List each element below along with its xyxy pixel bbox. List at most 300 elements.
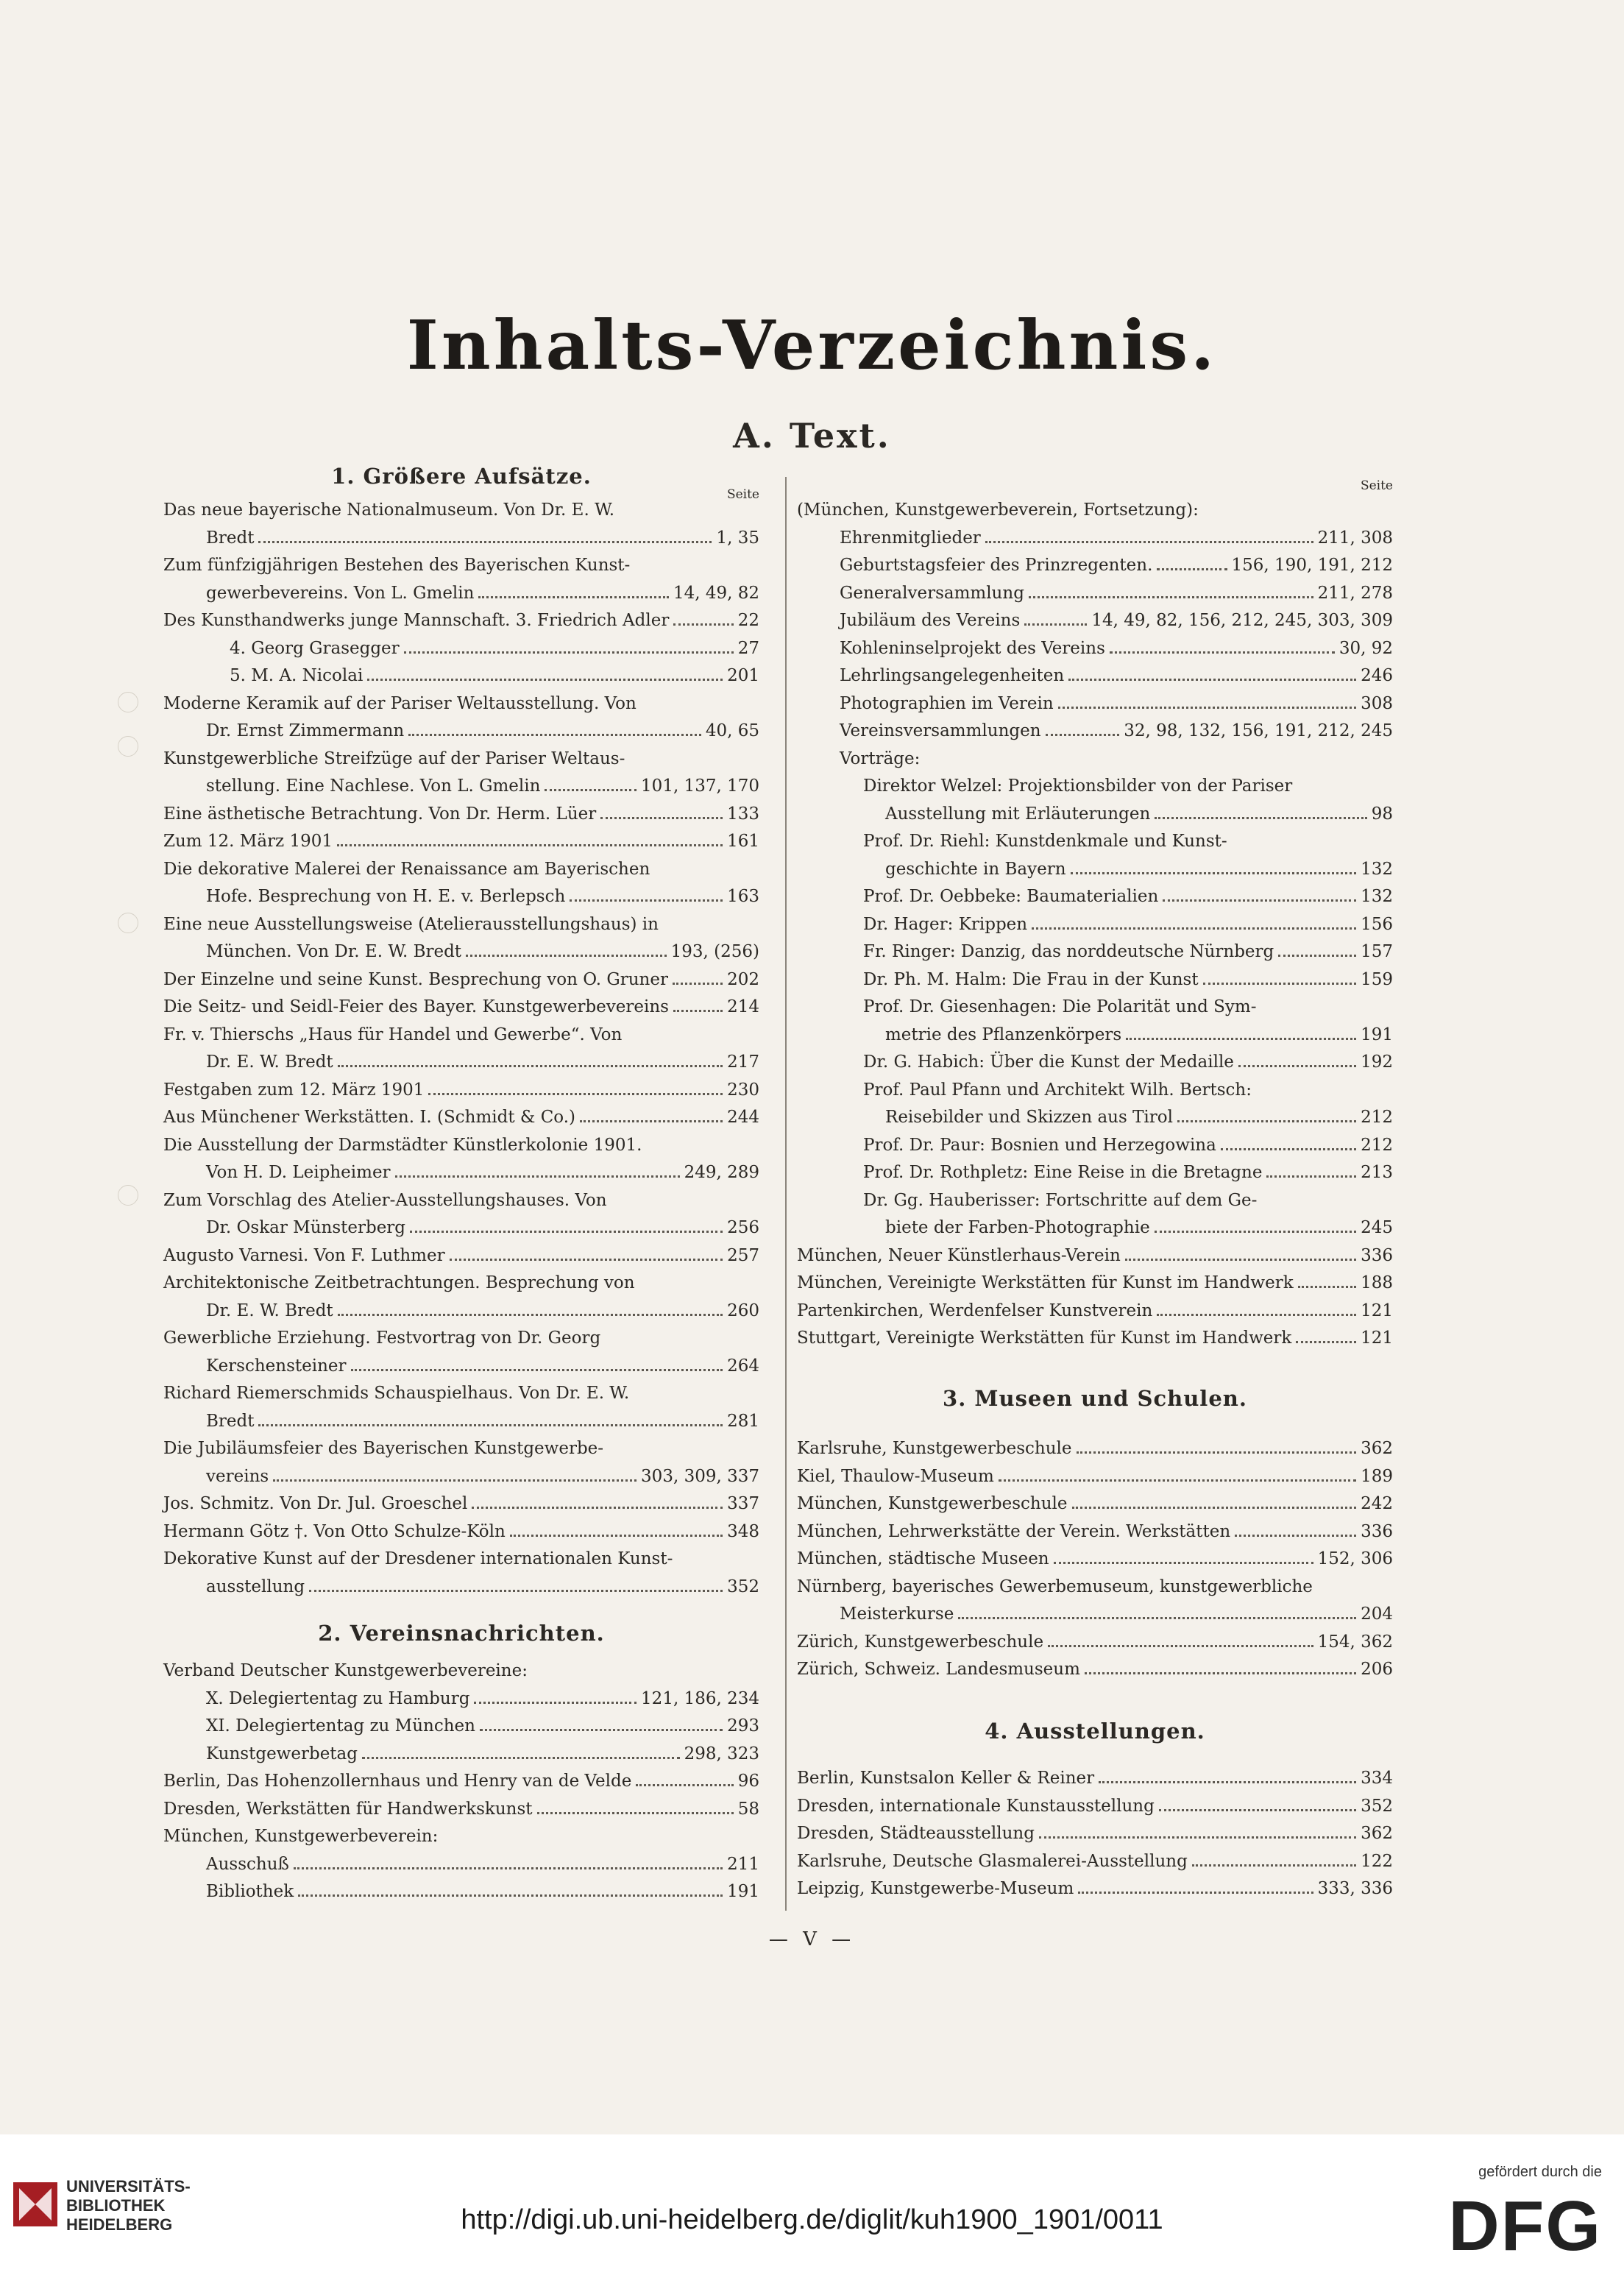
permalink[interactable]: http://digi.ub.uni-heidelberg.de/diglit/kuh1900_1901/0011 [461, 2204, 1163, 2235]
toc-entry [863, 966, 1393, 994]
dot-leader [1046, 734, 1120, 736]
toc-entry [863, 1159, 1393, 1186]
toc-entry [840, 746, 1393, 773]
dot-leader [258, 1424, 723, 1426]
toc-entry [797, 1848, 1393, 1875]
toc-entry-title: Ausstellung mit Erläuterungen [885, 804, 1151, 824]
toc-entry [163, 1768, 759, 1795]
toc-entry-page: 14, 49, 82, 156, 212, 245, 303, 309 [1091, 611, 1393, 630]
toc-entry-page: 246 [1361, 666, 1393, 685]
toc-entry-title: Die Ausstellung der Darmstädter Künstlerkolonie 1901. [163, 1135, 642, 1155]
toc-entry-page: 27 [737, 638, 759, 658]
toc-entry [206, 1685, 759, 1713]
toc-entry-title: Von H. D. Leipheimer [206, 1163, 391, 1182]
toc-entry-title: XI. Delegiertentag zu München [206, 1716, 475, 1736]
toc-entry-title: Leipzig, Kunstgewerbe-Museum [797, 1879, 1074, 1898]
dot-leader [1054, 1562, 1313, 1564]
toc-entry [797, 1325, 1393, 1352]
toc-entry [206, 1851, 759, 1878]
toc-entry-title: München, städtische Museen [797, 1549, 1049, 1568]
toc-entry [797, 1629, 1393, 1656]
funding-note: gefördert durch die [1478, 2164, 1602, 2180]
toc-entry-page: 157 [1361, 942, 1393, 961]
toc-entry-page: 245 [1361, 1218, 1393, 1237]
dot-leader [1071, 872, 1357, 874]
toc-entry [797, 1656, 1393, 1683]
dot-leader [258, 541, 712, 543]
toc-entry-title: metrie des Pflanzenkörpers [885, 1025, 1122, 1044]
toc-entry [163, 1657, 759, 1685]
toc-entry [206, 1408, 759, 1435]
toc-entry-title: Augusto Varnesi. Von F. Luthmer [163, 1245, 445, 1265]
punch-hole [118, 692, 138, 712]
toc-entry-page: 334 [1361, 1769, 1393, 1788]
toc-entry-title: Berlin, Kunstsalon Keller & Reiner [797, 1769, 1095, 1788]
toc-entry-page: 348 [727, 1521, 759, 1541]
dot-leader [1221, 1148, 1356, 1150]
toc-entry-page: 159 [1361, 969, 1393, 989]
toc-entry-page: 336 [1361, 1245, 1393, 1265]
toc-entry-title: Dekorative Kunst auf der Dresdener internationalen Kunst- [163, 1549, 673, 1568]
dot-leader [450, 1259, 723, 1261]
dot-leader [1125, 1259, 1356, 1261]
toc-entry-page: 191 [1361, 1025, 1393, 1044]
toc-entry-title: Bibliothek [206, 1882, 294, 1901]
toc-entry [863, 883, 1393, 910]
toc-entry [863, 911, 1393, 938]
toc-entry-page: 58 [737, 1799, 759, 1819]
toc-entry-title: Die Seitz- und Seidl-Feier des Bayer. Kunstgewerbevereins [163, 997, 669, 1016]
dot-leader [1024, 623, 1087, 626]
toc-entry-title: Architektonische Zeitbetrachtungen. Besprechung von [163, 1273, 635, 1292]
toc-entry [230, 635, 759, 662]
dot-leader [367, 679, 723, 681]
toc-entry-page: 260 [727, 1301, 759, 1320]
toc-entry-page: 362 [1361, 1439, 1393, 1458]
toc-entry-page: 32, 98, 132, 156, 191, 212, 245 [1124, 721, 1393, 740]
dot-leader [1039, 1836, 1356, 1839]
toc-entry-title: Reisebilder und Skizzen aus Tirol [885, 1108, 1173, 1127]
toc-entry-title: Verband Deutscher Kunstgewerbevereine: [163, 1661, 528, 1680]
toc-entry-page: 202 [727, 969, 759, 989]
dot-leader [404, 651, 734, 654]
toc-entry-title: Bredt [206, 1411, 255, 1431]
toc-entry-page: 193, (256) [670, 942, 759, 961]
toc-entry-title: Ausschuß [206, 1854, 289, 1874]
toc-entry-title: Berlin, Das Hohenzollernhaus und Henry van de Velde [163, 1772, 632, 1791]
toc-entry-page: 121, 186, 234 [641, 1688, 759, 1708]
toc-entry [885, 856, 1393, 883]
toc-entry-page: 188 [1361, 1273, 1393, 1292]
section-title: A. Text. [733, 416, 891, 456]
dot-leader [600, 817, 723, 819]
dot-leader [474, 1702, 637, 1704]
toc-entry-title: Prof. Dr. Paur: Bosnien und Herzegowina [863, 1135, 1216, 1155]
toc-entry-title: Dresden, internationale Kunstausstellung [797, 1796, 1155, 1816]
toc-entry-page: 206 [1361, 1660, 1393, 1679]
toc-entry-page: 122 [1361, 1851, 1393, 1871]
dot-leader [428, 1093, 723, 1095]
toc-entry [163, 1104, 759, 1131]
toc-entry-title: Lehrlingsangelegenheiten [840, 666, 1065, 685]
toc-entry [797, 1435, 1393, 1462]
dfg-logo: DFG [1448, 2187, 1602, 2265]
toc-entry-page: 132 [1361, 887, 1393, 906]
dot-leader [1157, 568, 1227, 570]
dot-leader [1192, 1864, 1356, 1867]
dot-leader [1099, 1781, 1356, 1783]
toc-entry-page: 352 [727, 1577, 759, 1596]
toc-entry-page: 163 [727, 887, 759, 906]
toc-entry-page: 161 [727, 832, 759, 851]
toc-entry-page: 213 [1361, 1163, 1393, 1182]
toc-entry-title: Zum Vorschlag des Atelier-Ausstellungshauses. Von [163, 1190, 607, 1210]
toc-entry-page: 264 [727, 1356, 759, 1376]
toc-entry [863, 773, 1393, 800]
dot-leader [985, 541, 1313, 543]
toc-entry-page: 211, 308 [1317, 528, 1393, 548]
heading-vereinsnachrichten: 2. Vereinsnachrichten. [318, 1621, 605, 1646]
toc-entry [863, 1132, 1393, 1159]
toc-entry-title: (München, Kunstgewerbeverein, Fortsetzung): [797, 500, 1199, 520]
toc-entry-page: 281 [727, 1411, 759, 1431]
toc-entry-page: 214 [727, 997, 759, 1016]
toc-entry-title: Hermann Götz †. Von Otto Schulze-Köln [163, 1521, 506, 1541]
seite-label: Seite [1360, 478, 1393, 493]
toc-entry [840, 635, 1393, 662]
page-number: — V — [768, 1928, 856, 1950]
toc-entry-title: Vereinsversammlungen [840, 721, 1041, 740]
toc-entry [863, 828, 1393, 855]
dot-leader [545, 789, 637, 791]
toc-entry-title: vereins [206, 1466, 269, 1486]
toc-entry-title: Dr. G. Habich: Über die Kunst der Medaille [863, 1052, 1234, 1072]
dot-leader [1032, 927, 1356, 930]
dot-leader [466, 955, 667, 957]
toc-entry [163, 1823, 759, 1850]
dot-leader [309, 1590, 723, 1592]
toc-entry-title: München, Vereinigte Werkstätten für Kunst im Handwerk [797, 1273, 1294, 1292]
dot-leader [1029, 596, 1313, 598]
toc-entry-page: 14, 49, 82 [673, 583, 759, 603]
toc-entry-page: 154, 362 [1317, 1632, 1393, 1652]
toc-entry-title: Ehrenmitglieder [840, 528, 981, 548]
toc-entry-title: gewerbevereins. Von L. Gmelin [206, 583, 475, 603]
punch-hole [118, 913, 138, 933]
toc-entry [797, 1793, 1393, 1820]
toc-entry-title: Moderne Keramik auf der Pariser Weltausstellung. Von [163, 693, 637, 713]
toc-entry-title: biete der Farben-Photographie [885, 1218, 1150, 1237]
toc-entry-title: Generalversammlung [840, 583, 1024, 603]
toc-entry-title: Fr. v. Thierschs „Haus für Handel und Gewerbe“. Von [163, 1025, 623, 1044]
dot-leader [395, 1175, 680, 1178]
dot-leader [1085, 1672, 1356, 1674]
toc-entry-title: Prof. Dr. Rothpletz: Eine Reise in die Bretagne [863, 1163, 1263, 1182]
dot-leader [338, 1314, 723, 1316]
toc-entry-title: München, Kunstgewerbeverein: [163, 1827, 439, 1846]
toc-entry [206, 1463, 759, 1490]
toc-entry-title: München, Neuer Künstlerhaus-Verein [797, 1245, 1121, 1265]
toc-entry-page: 303, 309, 337 [641, 1466, 759, 1486]
toc-entry [163, 552, 759, 579]
toc-entry-title: Die dekorative Malerei der Renaissance am Bayerischen [163, 859, 650, 879]
toc-entry [863, 1187, 1393, 1214]
toc-entry-title: Dr. Gg. Hauberisser: Fortschritte auf dem Ge- [863, 1190, 1258, 1210]
toc-entry-title: Prof. Dr. Giesenhagen: Die Polarität und Sym- [863, 997, 1257, 1016]
toc-entry-page: 204 [1361, 1604, 1393, 1624]
toc-entry-page: 352 [1361, 1796, 1393, 1816]
toc-entry-title: München, Kunstgewerbeschule [797, 1494, 1068, 1513]
toc-entry-page: 362 [1361, 1824, 1393, 1843]
toc-entry-title: Nürnberg, bayerisches Gewerbemuseum, kunstgewerbliche [797, 1577, 1313, 1596]
toc-entry-page: 96 [737, 1772, 759, 1791]
toc-entry-page: 156 [1361, 914, 1393, 934]
toc-entry [163, 1546, 759, 1573]
dot-leader [1235, 1535, 1356, 1537]
toc-entry-page: 30, 92 [1338, 638, 1393, 658]
toc-entry-title: Jubiläum des Vereins [840, 611, 1021, 630]
dot-leader [570, 899, 723, 902]
dot-leader [673, 623, 733, 626]
toc-entry-title: Photographien im Verein [840, 693, 1054, 713]
toc-entry [206, 1214, 759, 1242]
dot-leader [958, 1617, 1356, 1619]
toc-entry [163, 1796, 759, 1823]
toc-entry [163, 607, 759, 634]
toc-entry [163, 1242, 759, 1270]
toc-entry-page: 1, 35 [716, 528, 759, 548]
toc-entry-page: 133 [727, 804, 759, 824]
toc-entry [163, 1325, 759, 1352]
toc-entry-title: Dr. Oskar Münsterberg [206, 1218, 406, 1237]
toc-entry [163, 1022, 759, 1049]
toc-entry [163, 1187, 759, 1214]
dot-leader [338, 1065, 723, 1067]
dot-leader [1110, 651, 1335, 654]
toc-entry-page: 308 [1361, 693, 1393, 713]
toc-entry-page: 242 [1361, 1494, 1393, 1513]
toc-entry [206, 1353, 759, 1380]
toc-entry [797, 1546, 1393, 1573]
toc-entry-title: Das neue bayerische Nationalmuseum. Von Dr. E. W. [163, 500, 615, 520]
toc-entry-title: Zürich, Kunstgewerbeschule [797, 1632, 1044, 1652]
dot-leader [1278, 955, 1356, 957]
toc-entry [797, 1765, 1393, 1792]
toc-entry [840, 718, 1393, 745]
toc-entry-page: 337 [727, 1494, 759, 1513]
toc-entry-page: 293 [727, 1716, 759, 1736]
toc-entry [840, 690, 1393, 718]
punch-hole [118, 736, 138, 757]
toc-entry-title: Zum 12. März 1901 [163, 832, 333, 851]
toc-entry-page: 98 [1371, 804, 1393, 824]
toc-entry-title: Aus Münchener Werkstätten. I. (Schmidt & Co.) [163, 1108, 576, 1127]
toc-entry-title: Vorträge: [840, 749, 921, 768]
toc-entry-title: Dr. E. W. Bredt [206, 1301, 333, 1320]
toc-entry [206, 1159, 759, 1186]
toc-entry [163, 1077, 759, 1104]
dot-leader [408, 734, 701, 736]
toc-entry [163, 1435, 759, 1462]
toc-entry [840, 525, 1393, 552]
toc-entry [797, 1463, 1393, 1490]
dot-leader [273, 1479, 637, 1482]
toc-entry [163, 690, 759, 718]
toc-entry-page: 40, 65 [705, 721, 759, 740]
toc-entry [840, 607, 1393, 634]
dot-leader [1157, 1314, 1356, 1316]
toc-entry [206, 1049, 759, 1076]
toc-entry [863, 994, 1393, 1021]
toc-entry [206, 1574, 759, 1601]
dot-leader [1058, 707, 1356, 709]
toc-entry-page: 121 [1361, 1301, 1393, 1320]
toc-entry-page: 212 [1361, 1108, 1393, 1127]
toc-entry-title: Dr. Ph. M. Halm: Die Frau in der Kunst [863, 969, 1199, 989]
toc-entry [163, 1490, 759, 1518]
toc-entry-page: 298, 323 [684, 1744, 759, 1763]
toc-entry-page: 333, 336 [1317, 1879, 1393, 1898]
toc-entry-title: Partenkirchen, Werdenfelser Kunstverein [797, 1301, 1153, 1320]
toc-entry [163, 746, 759, 773]
toc-entry [797, 497, 1393, 524]
toc-entry-title: Dresden, Werkstätten für Handwerkskunst [163, 1799, 533, 1819]
toc-entry-title: Karlsruhe, Deutsche Glasmalerei-Ausstellung [797, 1851, 1188, 1871]
toc-entry [840, 1601, 1393, 1628]
toc-entry [206, 525, 759, 552]
seite-label: Seite [726, 487, 759, 502]
dot-leader [636, 1784, 733, 1786]
toc-entry-title: Bredt [206, 528, 255, 548]
dot-leader [1159, 1809, 1356, 1811]
toc-entry-title: Karlsruhe, Kunstgewerbeschule [797, 1439, 1072, 1458]
toc-entry-page: 211, 278 [1317, 583, 1393, 603]
toc-entry-title: Eine ästhetische Betrachtung. Von Dr. Herm. Lüer [163, 804, 597, 824]
toc-entry-page: 132 [1361, 859, 1393, 879]
toc-entry-page: 217 [727, 1052, 759, 1072]
toc-entry [885, 1214, 1393, 1242]
dot-leader [999, 1479, 1356, 1482]
toc-entry-page: 256 [727, 1218, 759, 1237]
toc-entry-title: ausstellung [206, 1577, 305, 1596]
toc-entry-title: Geburtstagsfeier des Prinzregenten. [840, 556, 1153, 575]
toc-entry [797, 1270, 1393, 1297]
dot-leader [1266, 1175, 1356, 1178]
dot-leader [1296, 1341, 1356, 1343]
toc-entry-title: geschichte in Bayern [885, 859, 1066, 879]
toc-entry [163, 1270, 759, 1297]
dot-leader [1203, 983, 1357, 985]
toc-entry-title: X. Delegiertentag zu Hamburg [206, 1688, 470, 1708]
dot-leader [294, 1867, 723, 1869]
toc-entry [163, 1380, 759, 1407]
toc-entry [206, 1713, 759, 1740]
toc-entry-title: Jos. Schmitz. Von Dr. Jul. Groeschel [163, 1494, 468, 1513]
dot-leader [1155, 817, 1366, 819]
toc-entry-title: Direktor Welzel: Projektionsbilder von der Pariser [863, 776, 1293, 796]
toc-entry-title: Prof. Paul Pfann und Architekt Wilh. Bertsch: [863, 1080, 1252, 1100]
toc-entry-title: 5. M. A. Nicolai [230, 666, 364, 685]
toc-entry-title: Hofe. Besprechung von H. E. v. Berlepsch [206, 887, 566, 906]
toc-entry [163, 994, 759, 1021]
toc-entry [163, 801, 759, 828]
dot-leader [1072, 1507, 1357, 1509]
punch-hole [118, 1185, 138, 1206]
toc-entry-page: 22 [737, 611, 759, 630]
toc-entry-title: Kunstgewerbliche Streifzüge auf der Pariser Weltaus- [163, 749, 625, 768]
toc-entry-title: Kunstgewerbetag [206, 1744, 358, 1763]
toc-entry-page: 201 [727, 666, 759, 685]
toc-entry [206, 1298, 759, 1325]
toc-entry [797, 1242, 1393, 1270]
toc-entry-page: 336 [1361, 1521, 1393, 1541]
dot-leader [298, 1894, 723, 1897]
toc-entry [840, 662, 1393, 690]
toc-entry-title: Kiel, Thaulow-Museum [797, 1466, 994, 1486]
toc-entry [797, 1518, 1393, 1546]
toc-entry [206, 1878, 759, 1906]
toc-entry [230, 662, 759, 690]
toc-entry [797, 1820, 1393, 1847]
toc-entry-title: Zürich, Schweiz. Landesmuseum [797, 1660, 1080, 1679]
toc-entry [163, 856, 759, 883]
toc-entry [163, 1132, 759, 1159]
toc-entry-page: 211 [727, 1854, 759, 1874]
dot-leader [1068, 679, 1356, 681]
dot-leader [580, 1120, 723, 1122]
toc-entry [163, 828, 759, 855]
toc-entry-page: 152, 306 [1317, 1549, 1393, 1568]
heading-ausstellungen: 4. Ausstellungen. [985, 1719, 1205, 1744]
toc-entry [163, 966, 759, 994]
toc-entry [885, 1104, 1393, 1131]
toc-entry-title: München. Von Dr. E. W. Bredt [206, 942, 462, 961]
dot-leader [1163, 899, 1356, 902]
toc-entry-title: Eine neue Ausstellungsweise (Atelierausstellungshaus) in [163, 914, 659, 934]
toc-entry-page: 189 [1361, 1466, 1393, 1486]
toc-entry [206, 883, 759, 910]
dot-leader [478, 596, 669, 598]
toc-entry-title: Dr. Ernst Zimmermann [206, 721, 405, 740]
dot-leader [673, 1010, 723, 1012]
toc-entry-title: 4. Georg Grasegger [230, 638, 400, 658]
toc-entry-page: 244 [727, 1108, 759, 1127]
toc-entry-title: Prof. Dr. Oebbeke: Baumaterialien [863, 887, 1159, 906]
toc-entry-title: Stuttgart, Vereinigte Werkstätten für Kunst im Handwerk [797, 1328, 1292, 1348]
toc-entry [840, 552, 1393, 579]
toc-entry-title: Fr. Ringer: Danzig, das norddeutsche Nürnberg [863, 942, 1274, 961]
toc-entry-title: Dr. E. W. Bredt [206, 1052, 333, 1072]
toc-entry [206, 938, 759, 966]
toc-entry-title: Gewerbliche Erziehung. Festvortrag von Dr. Georg [163, 1328, 601, 1348]
toc-entry-title: Festgaben zum 12. März 1901 [163, 1080, 425, 1100]
toc-entry-page: 156, 190, 191, 212 [1231, 556, 1393, 575]
toc-entry-title: Richard Riemerschmids Schauspielhaus. Von Dr. E. W. [163, 1384, 630, 1403]
toc-entry [206, 718, 759, 745]
toc-entry-title: München, Lehrwerkstätte der Verein. Werkstätten [797, 1521, 1231, 1541]
toc-entry [885, 801, 1393, 828]
toc-entry-title: Der Einzelne und seine Kunst. Besprechung von O. Gruner [163, 969, 668, 989]
dot-leader [1155, 1231, 1356, 1233]
toc-entry-title: Zum fünfzigjährigen Bestehen des Bayerischen Kunst- [163, 556, 631, 575]
toc-entry [163, 1518, 759, 1546]
toc-entry [863, 1049, 1393, 1076]
toc-entry-title: Meisterkurse [840, 1604, 954, 1624]
toc-entry [797, 1875, 1393, 1903]
toc-entry-page: 192 [1361, 1052, 1393, 1072]
toc-entry [797, 1298, 1393, 1325]
library-name: UNIVERSITÄTS- BIBLIOTHEK HEIDELBERG [66, 2177, 191, 2234]
